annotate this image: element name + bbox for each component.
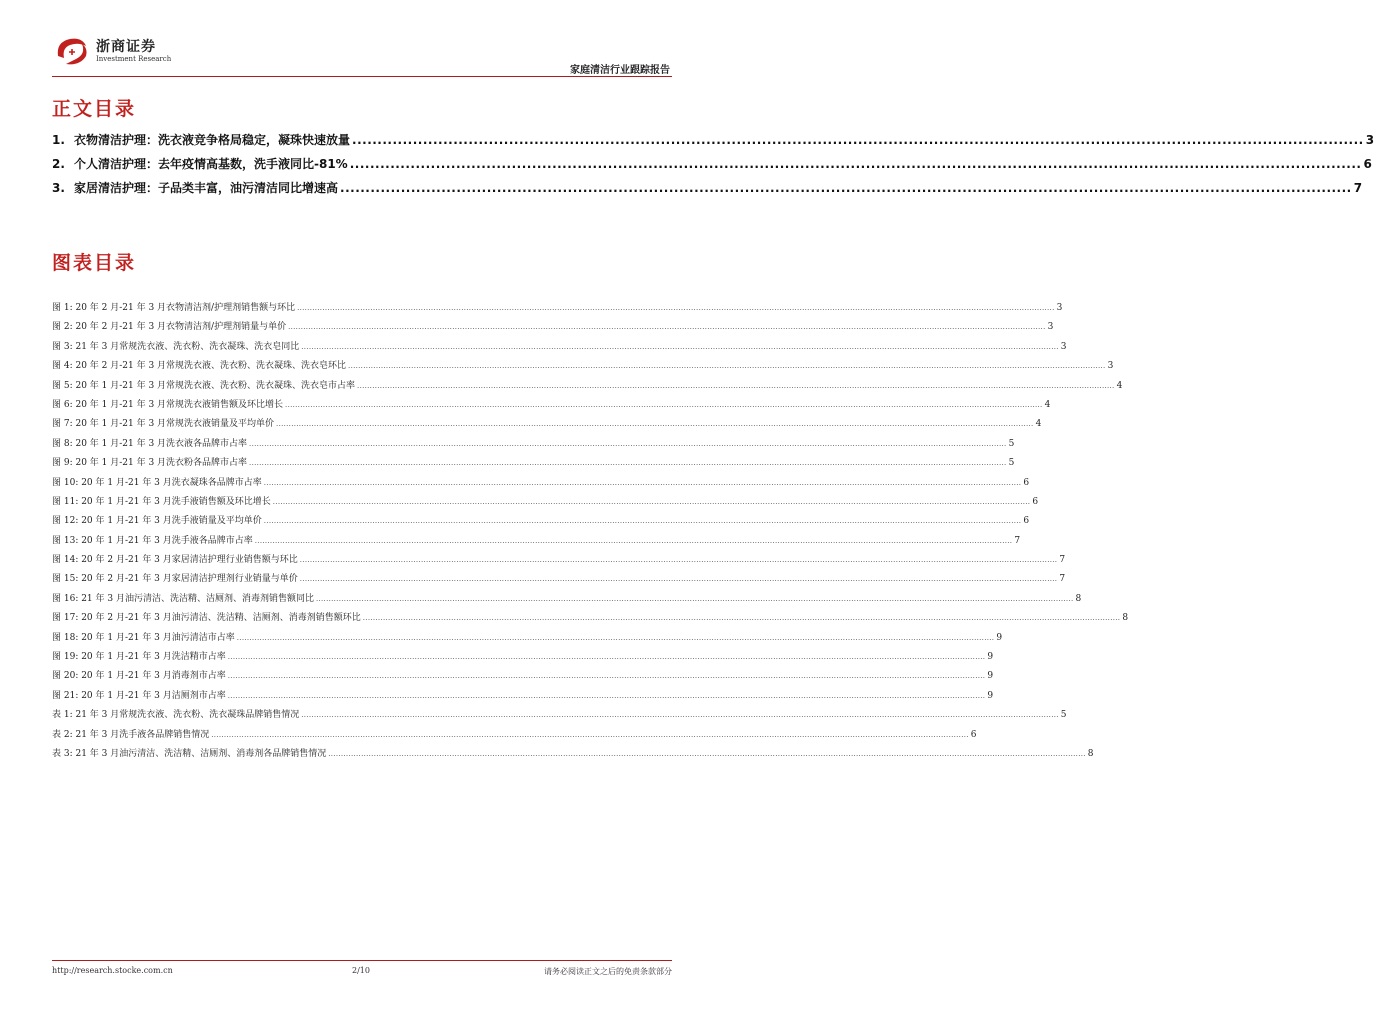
figure-item-page: 9	[987, 652, 994, 663]
figure-leader-dots: ............................................................................................................................................................................................................................................................................................................	[315, 594, 1074, 603]
figure-item-text: 图 21: 20 年 1 月-21 年 3 月洁厕剂市占率	[52, 690, 226, 701]
footer-page-number: 2/10	[352, 966, 370, 975]
figure-item-text: 图 1: 20 年 2 月-21 年 3 月衣物清洁剂/护理剂销售额与环比	[52, 303, 296, 313]
toc-leader-dots: ........................................................................................................................................................................................................	[349, 157, 1362, 171]
figure-item-text: 图 14: 20 年 2 月-21 年 3 月家居清洁护理行业销售额与环比	[52, 555, 298, 566]
figure-item-text: 图 5: 20 年 1 月-21 年 3 月常规洗衣液、洗衣粉、洗衣凝珠、洗衣皂市占率	[52, 380, 356, 391]
figure-leader-dots: ............................................................................................................................................................................................................................................................................................................	[263, 478, 1022, 487]
figure-item-text: 图 17: 20 年 2 月-21 年 3 月油污清洁、洗洁精、洁厕剂、消毒剂销售额环比	[52, 613, 361, 624]
figure-leader-dots: ............................................................................................................................................................................................................................................................................................................	[276, 420, 1034, 429]
figure-leader-dots: ............................................................................................................................................................................................................................................................................................................	[249, 439, 1007, 448]
figure-item-page: 6	[1032, 496, 1039, 507]
figure-item-page: 7	[1059, 574, 1066, 585]
logo-name: 浙商证券	[96, 39, 156, 55]
figure-list-item[interactable]	[52, 513, 1030, 532]
figure-item-page: 4	[1044, 399, 1051, 410]
toc-leader-dots: ........................................................................................................................................................................................................	[340, 181, 1352, 195]
figure-leader-dots: ............................................................................................................................................................................................................................................................................................................	[236, 633, 995, 642]
figure-item-text: 图 7: 20 年 1 月-21 年 3 月常规洗衣液销量及平均单价	[52, 419, 275, 430]
figure-list-item[interactable]	[52, 475, 1030, 494]
footer-url[interactable]: http://research.stocke.com.cn	[52, 966, 173, 975]
figure-item-text: 图 11: 20 年 1 月-21 年 3 月洗手液销售额及环比增长	[52, 496, 271, 507]
figure-list-item[interactable]	[52, 688, 994, 707]
figure-leader-dots: ............................................................................................................................................................................................................................................................................................................	[301, 342, 1059, 351]
figure-leader-dots: ............................................................................................................................................................................................................................................................................................................	[285, 400, 1043, 409]
toc-item-text: 家居清洁护理：子品类丰富，油污清洁同比增速高	[74, 181, 339, 195]
figure-list-item[interactable]	[52, 552, 1066, 571]
figure-list-item[interactable]	[52, 455, 1015, 474]
toc-item-number: 3.	[52, 181, 65, 195]
figure-list-item[interactable]	[52, 727, 977, 746]
figure-list-item[interactable]	[52, 339, 1067, 358]
toc-item[interactable]	[52, 179, 1363, 196]
figure-item-page: 6	[970, 729, 977, 740]
figure-item-text: 图 20: 20 年 1 月-21 年 3 月消毒剂市占率	[52, 671, 226, 682]
figure-leader-dots: ............................................................................................................................................................................................................................................................................................................	[362, 614, 1121, 623]
figure-item-page: 3	[1047, 322, 1054, 333]
figure-item-text: 图 6: 20 年 1 月-21 年 3 月常规洗衣液销售额及环比增长	[52, 399, 284, 410]
figure-item-text: 图 19: 20 年 1 月-21 年 3 月洗洁精市占率	[52, 652, 226, 663]
toc-item-page: 6	[1363, 157, 1372, 171]
figure-list-item[interactable]	[52, 494, 1039, 513]
figure-leader-dots: ............................................................................................................................................................................................................................................................................................................	[254, 536, 1013, 545]
figure-item-page: 5	[1008, 458, 1015, 469]
figure-leader-dots: ............................................................................................................................................................................................................................................................................................................	[357, 381, 1115, 390]
figure-item-page: 6	[1023, 477, 1030, 488]
figure-list-item[interactable]	[52, 300, 1063, 319]
toc-item[interactable]	[52, 131, 1374, 148]
figure-item-page: 3	[1060, 341, 1067, 352]
figure-list-item[interactable]	[52, 707, 1067, 726]
figure-item-page: 8	[1122, 613, 1129, 624]
figure-list-item[interactable]	[52, 533, 1021, 552]
figure-leader-dots: ............................................................................................................................................................................................................................................................................................................	[272, 497, 1031, 506]
figure-item-page: 8	[1087, 748, 1094, 759]
footer-disclaimer: 请务必阅读正文之后的免责条款部分	[544, 967, 672, 976]
figure-item-text: 图 4: 20 年 2 月-21 年 3 月常规洗衣液、洗衣粉、洗衣凝珠、洗衣皂环比	[52, 361, 347, 372]
figure-item-page: 5	[1008, 438, 1015, 449]
toc-item-text: 衣物清洁护理：洗衣液竞争格局稳定，凝珠快速放量	[74, 133, 351, 147]
footer-divider	[52, 960, 672, 961]
figure-leader-dots: ............................................................................................................................................................................................................................................................................................................	[299, 556, 1058, 565]
toc-leader-dots: ........................................................................................................................................................................................................	[352, 133, 1364, 147]
figure-leader-dots: ............................................................................................................................................................................................................................................................................................................	[211, 730, 969, 739]
figure-item-page: 6	[1023, 516, 1030, 527]
figure-item-page: 8	[1075, 593, 1082, 604]
figure-list-item[interactable]	[52, 610, 1129, 629]
figure-item-page: 9	[987, 690, 994, 701]
figure-list-item[interactable]	[52, 668, 994, 687]
figure-leader-dots: ............................................................................................................................................................................................................................................................................................................	[227, 653, 986, 662]
figure-item-page: 7	[1014, 535, 1021, 546]
figure-item-text: 表 2: 21 年 3 月洗手液各品牌销售情况	[52, 729, 210, 740]
figure-item-page: 4	[1116, 380, 1123, 391]
figure-item-text: 图 10: 20 年 1 月-21 年 3 月洗衣凝珠各品牌市占率	[52, 477, 262, 488]
figure-item-text: 表 3: 21 年 3 月油污清洁、洗洁精、洁厕剂、消毒剂各品牌销售情况	[52, 748, 327, 759]
figure-list-item[interactable]	[52, 378, 1123, 397]
figure-list-item[interactable]	[52, 436, 1015, 455]
figure-leader-dots: ............................................................................................................................................................................................................................................................................................................	[297, 304, 1055, 312]
figure-item-text: 图 12: 20 年 1 月-21 年 3 月洗手液销量及平均单价	[52, 516, 262, 527]
figure-item-page: 3	[1107, 361, 1114, 372]
figure-item-text: 图 8: 20 年 1 月-21 年 3 月洗衣液各品牌市占率	[52, 438, 248, 449]
toc-item-page: 7	[1353, 181, 1363, 195]
figure-list-item[interactable]	[52, 746, 1094, 765]
logo-icon	[52, 34, 92, 68]
figure-item-text: 表 1: 21 年 3 月常规洗衣液、洗衣粉、洗衣凝珠品牌销售情况	[52, 710, 300, 721]
figure-leader-dots: ............................................................................................................................................................................................................................................................................................................	[227, 672, 986, 681]
figure-list-item[interactable]	[52, 630, 1003, 649]
figure-item-text: 图 13: 20 年 1 月-21 年 3 月洗手液各品牌市占率	[52, 535, 253, 546]
figure-item-page: 7	[1059, 555, 1066, 566]
figure-leader-dots: ............................................................................................................................................................................................................................................................................................................	[263, 517, 1022, 526]
figure-item-page: 9	[996, 632, 1003, 643]
page-header	[52, 30, 672, 76]
figure-item-text: 图 2: 20 年 2 月-21 年 3 月衣物清洁剂/护理剂销量与单价	[52, 322, 287, 333]
logo-subtitle: Investment Research	[96, 55, 172, 63]
figure-leader-dots: ............................................................................................................................................................................................................................................................................................................	[299, 575, 1058, 584]
toc-item-number: 1.	[52, 133, 65, 147]
report-title: 家庭清洁行业跟踪报告	[570, 65, 670, 76]
figure-list-item[interactable]	[52, 571, 1066, 590]
toc-title: 正文目录	[52, 98, 137, 120]
figure-leader-dots: ............................................................................................................................................................................................................................................................................................................	[249, 459, 1007, 468]
header-divider	[52, 76, 672, 77]
figure-leader-dots: ............................................................................................................................................................................................................................................................................................................	[301, 711, 1059, 720]
figure-leader-dots: ............................................................................................................................................................................................................................................................................................................	[288, 323, 1046, 332]
figure-leader-dots: ............................................................................................................................................................................................................................................................................................................	[348, 362, 1106, 371]
figure-item-page: 4	[1035, 419, 1042, 430]
figure-list-item[interactable]	[52, 416, 1042, 435]
figure-item-page: 3	[1056, 303, 1063, 313]
figures-title: 图表目录	[52, 252, 137, 274]
figure-item-text: 图 9: 20 年 1 月-21 年 3 月洗衣粉各品牌市占率	[52, 458, 248, 469]
figure-item-text: 图 18: 20 年 1 月-21 年 3 月油污清洁市占率	[52, 632, 235, 643]
figure-list-item[interactable]	[52, 591, 1082, 610]
toc-item[interactable]	[52, 155, 1372, 172]
figure-leader-dots: ............................................................................................................................................................................................................................................................................................................	[227, 691, 986, 700]
figure-list-item[interactable]	[52, 397, 1051, 416]
figures-list	[52, 300, 1129, 765]
figure-list-item[interactable]	[52, 358, 1114, 377]
toc-item-number: 2.	[52, 157, 65, 171]
figure-item-page: 9	[987, 671, 994, 682]
figure-item-text: 图 16: 21 年 3 月油污清洁、洗洁精、洁厕剂、消毒剂销售额同比	[52, 593, 314, 604]
figure-item-text: 图 3: 21 年 3 月常规洗衣液、洗衣粉、洗衣凝珠、洗衣皂同比	[52, 341, 300, 352]
toc-item-text: 个人清洁护理：去年疫情高基数，洗手液同比-81%	[74, 157, 348, 171]
toc-item-page: 3	[1365, 133, 1374, 147]
figure-item-page: 5	[1060, 710, 1067, 721]
figure-leader-dots: ............................................................................................................................................................................................................................................................................................................	[328, 749, 1086, 758]
figure-item-text: 图 15: 20 年 2 月-21 年 3 月家居清洁护理剂行业销量与单价	[52, 574, 298, 585]
figure-list-item[interactable]	[52, 319, 1054, 338]
figure-list-item[interactable]	[52, 649, 994, 668]
